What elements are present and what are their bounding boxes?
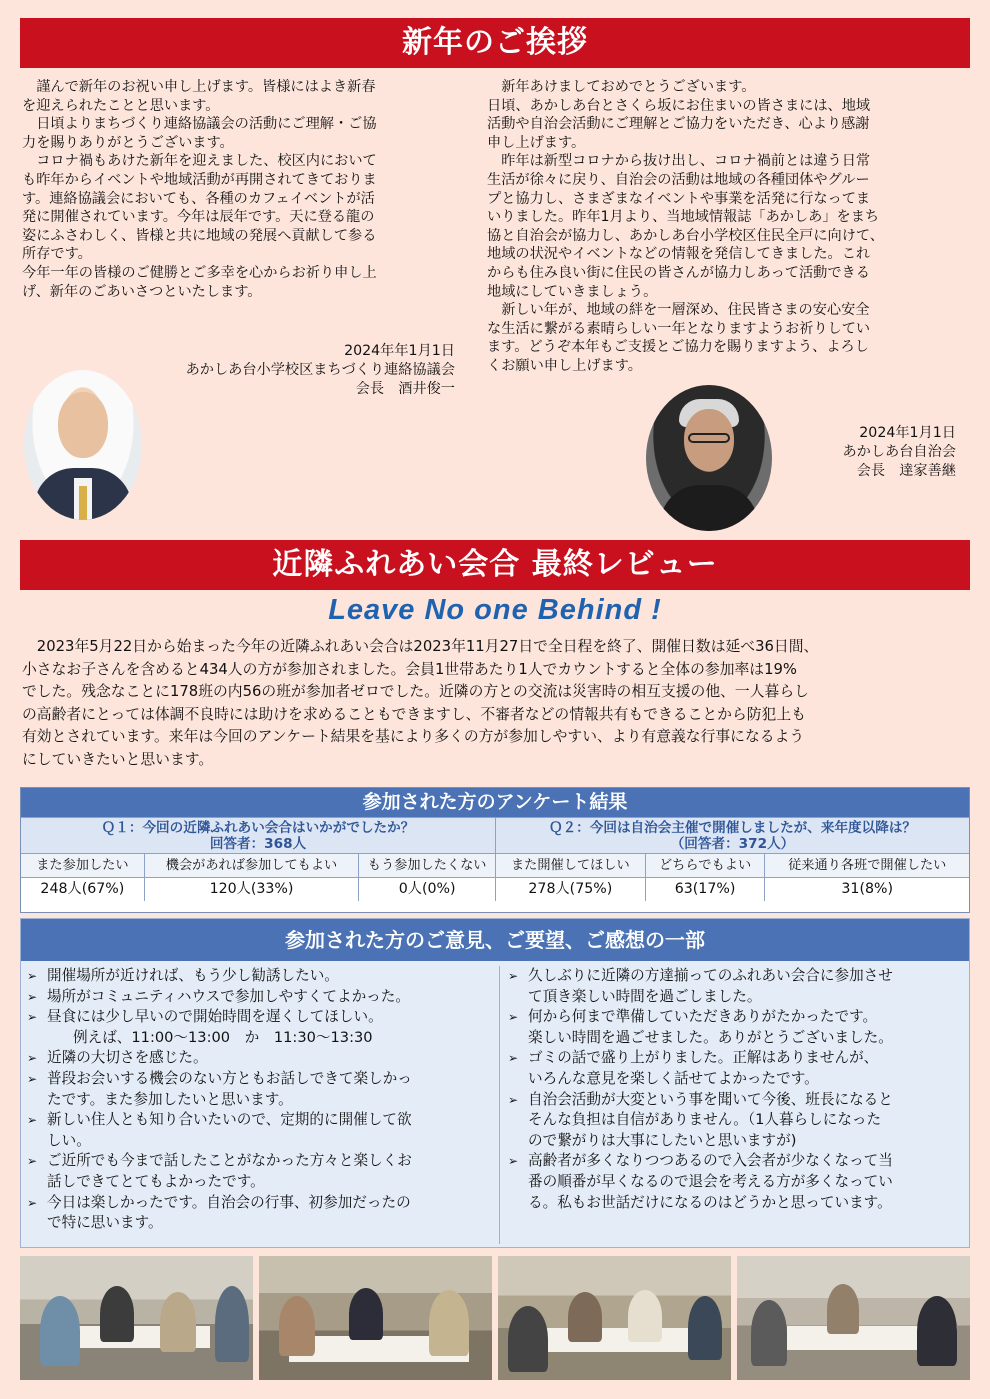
greeting-right-signature <box>760 424 956 481</box>
answer-label: また開催してほしい <box>495 854 645 877</box>
greeting-line: 力を賜りありがとうございます。 <box>22 134 234 151</box>
right-org: あかしあ台自治会 <box>842 444 956 460</box>
opinion-item: ➢ 場所がコミュニティハウスで参加しやすくてよかった。 <box>25 987 493 1008</box>
greeting-line: 発に開催されています。今年は辰年です。天に登る龍の <box>22 209 375 226</box>
opinion-continuation: いろんな意見を楽しく話せてよかったです。 <box>528 1069 819 1087</box>
opinion-continuation: で特に思います。 <box>47 1214 163 1232</box>
answer-value: 278人(75%) <box>495 878 645 901</box>
answer-label: どちらでもよい <box>645 854 765 877</box>
greeting-line: ます。どうぞ本年もご支援とご協力を賜りますよう、よろし <box>487 339 869 356</box>
greeting-line: コロナ禍もあけた新年を迎えました、校区内において <box>22 153 377 170</box>
opinion-item: ➢ 久しぶりに近隣の方達揃ってのふれあい会合に参加させ <box>506 966 967 987</box>
greeting-line: な生活に繋がる素晴らしい一年となりますようお祈りしてい <box>487 320 871 337</box>
bullet-arrow-icon: ➢ <box>27 1154 38 1169</box>
opinion-continuation: 番の順番が早くなるので退会を考える方が多くなってい <box>528 1172 893 1190</box>
greeting-line: 新年あけましておめでとうございます。 <box>487 79 756 95</box>
survey-title: 参加された方のアンケート結果 <box>21 788 969 817</box>
bullet-arrow-icon: ➢ <box>27 1195 38 1210</box>
event-photo <box>737 1256 970 1380</box>
right-name: 会長 達家善継 <box>856 463 956 479</box>
greeting-line: 地域の状況やイベントなどの情報を発信してきました。これ <box>487 246 871 263</box>
answer-label: 従来通り各班で開催したい <box>764 854 969 877</box>
greeting-line: 活動や自治会活動にご理解とご協力をいただき、心より感謝 <box>487 116 870 133</box>
event-photos <box>20 1256 970 1380</box>
opinion-item: ➢ 何から何まで準備していただきありがたかったです。 <box>506 1007 967 1028</box>
greeting-line: 所存です。 <box>22 246 92 263</box>
greeting-line: プと協力し、さまざまなイベントや事業を活発に行なってま <box>487 190 871 207</box>
event-photo <box>259 1256 492 1380</box>
greeting-line: す。連絡協議会においても、各種のカフェイベントが活 <box>22 190 375 207</box>
greeting-line: 生活が徐々に戻り、自治会の活動は地域の各種団体やグルー <box>487 171 870 188</box>
greeting-line: も昨年からイベントや地域活動が再開されてきておりま <box>22 171 377 188</box>
review-line: の高齢者にとっては体調不良時には助けを求めることもできますし、不審者などの情報共有もできることから防犯上も <box>22 705 806 723</box>
bullet-arrow-icon: ➢ <box>508 1010 519 1025</box>
bullet-arrow-icon: ➢ <box>27 969 38 983</box>
opinion-item: ➢ 近隣の大切さを感じた。 <box>25 1048 493 1069</box>
bullet-arrow-icon: ➢ <box>27 989 38 1004</box>
opinion-continuation: 話しできてとてもよかったです。 <box>47 1172 265 1190</box>
answer-value: 0人(0%) <box>358 878 495 901</box>
greeting-line: 昨年は新型コロナから抜け出し、コロナ禍前とは違う日常 <box>487 153 871 170</box>
left-date: 2024年年1月1日 <box>344 343 455 359</box>
opinion-item: ➢ 今日は楽しかったです。自治会の行事、初参加だったの <box>25 1193 493 1214</box>
opinion-item: ➢ 自治会活動が大変という事を聞いて今後、班長になると <box>506 1090 967 1111</box>
opinion-continuation: そんな負担は自信がありません。（1人暮らしになった <box>528 1111 882 1129</box>
greeting-line: 日頃よりまちづくり連絡協議会の活動にご理解・ご協 <box>22 116 377 133</box>
greeting-right-text <box>487 78 967 376</box>
q2-question: Ｑ２：今回は自治会主催で開催しましたが、来年度以降は？ <box>548 820 917 836</box>
greeting-title: 新年のご挨拶 <box>20 18 970 68</box>
q1-header <box>21 818 495 853</box>
event-photo <box>20 1256 253 1380</box>
review-line: 2023年5月22日から始まった今年の近隣ふれあい会合は2023年11月27日で全日程を終了、開催日数は延べ36日間、 <box>22 638 819 655</box>
opinion-continuation: る。私もお世話だけになるのはどうかと思っています。 <box>528 1193 892 1211</box>
greeting-line: からも住み良い街に住民の皆さんが協力しあって活動できる <box>487 264 870 281</box>
opinion-item: ➢ ゴミの話で盛り上がりました。正解はありませんが、 <box>506 1048 967 1069</box>
opinions-panel <box>20 918 970 1248</box>
q2-header <box>495 818 969 853</box>
answer-value: 63(17%) <box>645 878 765 901</box>
greeting-line: 協と自治会が協力し、あかしあ台小学校区住民全戸に向けて、 <box>487 227 884 244</box>
chairman-portrait-left <box>24 370 142 520</box>
opinion-item: ➢ 新しい住人とも知り合いたいので、定期的に開催して欲 <box>25 1110 493 1131</box>
greeting-line: 姿にふさわしく、皆様と共に地域の発展へ貢献して参る <box>22 227 377 244</box>
answer-label: もう参加したくない <box>358 854 495 877</box>
survey-table <box>20 787 970 913</box>
greeting-line: げ、新年のごあいさつといたします。 <box>22 283 262 300</box>
opinion-item: ➢ 昼食には少し早いので開始時間を遅くしてほしい。 <box>25 1007 493 1028</box>
bullet-arrow-icon: ➢ <box>27 1051 38 1066</box>
greeting-line: 謹んで新年のお祝い申し上げます。皆様にはよき新春 <box>22 79 376 95</box>
opinion-continuation: て頂き楽しい時間を過ごしました。 <box>528 987 762 1005</box>
bullet-arrow-icon: ➢ <box>508 1154 519 1169</box>
opinions-right-list <box>499 966 967 1244</box>
answer-value: 120人(33%) <box>144 878 359 901</box>
greeting-line: 新しい年が、地域の絆を一層深め、住民皆さまの安心安全 <box>487 302 870 319</box>
review-line: 有効とされています。来年は今回のアンケート結果を基により多くの方が参加しやすい、より有意義な行事になるよう <box>22 728 805 745</box>
bullet-arrow-icon: ➢ <box>508 1051 519 1066</box>
opinion-item: ➢ 高齢者が多くなりつつあるので入会者が少なくなって当 <box>506 1151 967 1172</box>
opinion-item: ➢ ご近所でも今まで話したことがなかった方々と楽しくお <box>25 1151 493 1172</box>
bullet-arrow-icon: ➢ <box>508 969 519 983</box>
review-line: にしていきたいと思います。 <box>22 750 214 768</box>
answer-value: 248人(67%) <box>21 878 144 901</box>
review-line: 小さなお子さんを含めると434人の方が参加されました。会員1世帯あたり1人でカウントすると全体の参加率は19% <box>22 660 797 678</box>
review-title: 近隣ふれあい会合 最終レビュー <box>20 540 970 590</box>
left-org: あかしあ台小学校区まちづくり連絡協議会 <box>185 362 455 378</box>
bullet-arrow-icon: ➢ <box>27 1071 38 1086</box>
greeting-line: 地域にしていきましょう。 <box>487 283 658 300</box>
opinion-example: 例えば、11:00～13:00 か 11:30～13:30 <box>73 1028 373 1046</box>
bullet-arrow-icon: ➢ <box>27 1113 38 1128</box>
left-name: 会長 酒井俊一 <box>355 381 455 397</box>
q1-respondents: 回答者：368人 <box>209 836 307 852</box>
review-text <box>22 636 970 771</box>
greeting-line: いりました。昨年1月より、当地域情報誌「あかしあ」をまち <box>487 209 880 226</box>
right-date: 2024年1月1日 <box>859 425 956 441</box>
opinion-item: ➢ 普段お会いする機会のない方ともお話しできて楽しかっ <box>25 1069 493 1090</box>
greeting-left-text <box>22 78 472 301</box>
opinion-continuation: しい。 <box>47 1131 91 1149</box>
answer-value: 31(8%) <box>764 878 969 901</box>
greeting-line: を迎えられたことと思います。 <box>22 97 220 114</box>
q1-question: Ｑ１：今回の近隣ふれあい会合はいかがでしたか？ <box>101 820 415 836</box>
bullet-arrow-icon: ➢ <box>508 1092 519 1107</box>
greeting-line: 申し上げます。 <box>487 134 586 151</box>
greeting-line: 日頃、あかしあ台とさくら坂にお住まいの皆さまには、地域 <box>487 97 871 114</box>
opinion-continuation: たです。また参加したいと思います。 <box>47 1090 293 1108</box>
greeting-line: 今年一年の皆様のご健勝とご多幸を心からお祈り申し上 <box>22 264 377 281</box>
review-slogan: Leave No one Behind ! <box>328 594 662 626</box>
greeting-line: くお願い申し上げます。 <box>487 357 642 374</box>
bullet-arrow-icon: ➢ <box>27 1010 38 1025</box>
greeting-left-signature <box>120 342 455 399</box>
review-line: でした。残念なことに178班の内56の班が参加者ゼロでした。近隣の方との交流は災害時の相互支援の他、一人暮らし <box>22 683 809 700</box>
q2-respondents: （回答者：372人） <box>670 836 795 852</box>
opinion-item: ➢ 開催場所が近ければ、もう少し勧誘したい。 <box>25 966 493 987</box>
answer-label: 機会があれば参加してもよい <box>144 854 359 877</box>
event-photo <box>498 1256 731 1380</box>
opinions-title: 参加された方のご意見、ご要望、ご感想の一部 <box>21 919 969 961</box>
opinion-continuation: 楽しい時間を過ごせました。ありがとうございました。 <box>528 1028 893 1046</box>
opinion-continuation: ので繋がりは大事にしたいと思いますが) <box>528 1131 797 1149</box>
answer-label: また参加したい <box>21 854 144 877</box>
opinions-left-list <box>25 966 493 1234</box>
chairman-portrait-right <box>646 385 772 531</box>
